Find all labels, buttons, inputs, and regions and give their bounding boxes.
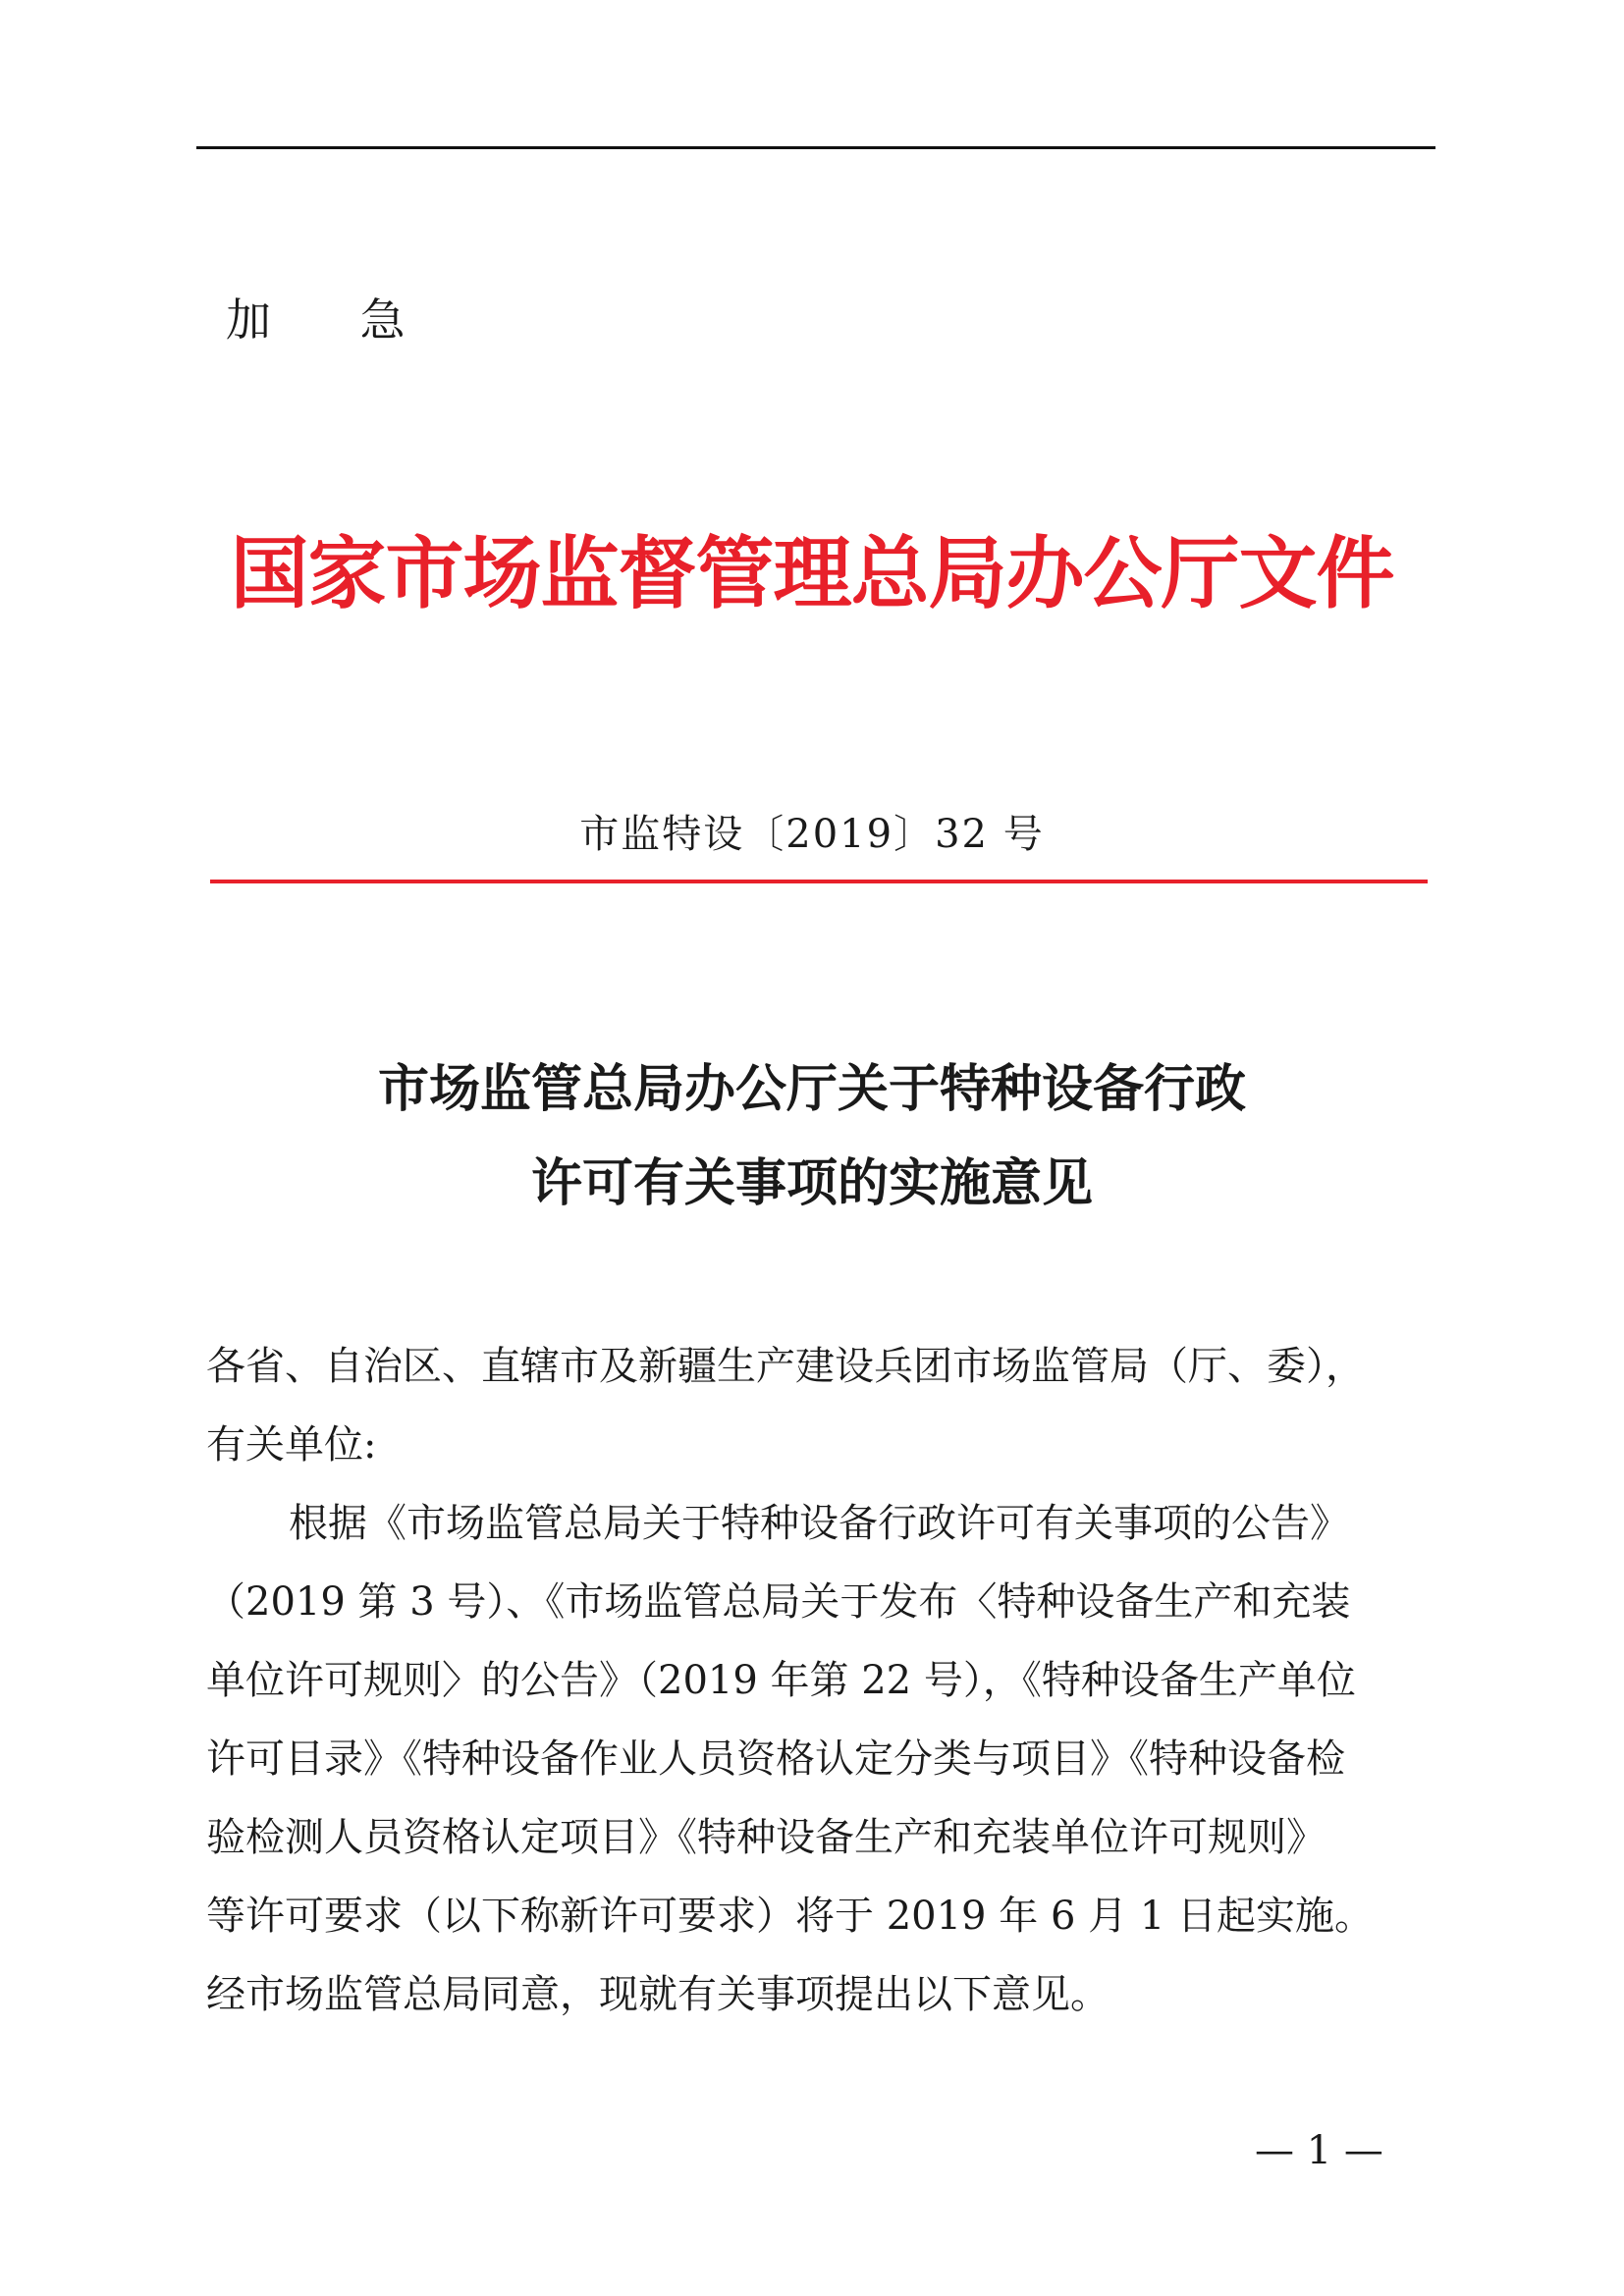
body-line: 经市场监管总局同意，现就有关事项提出以下意见。 [206, 1972, 1110, 2017]
body-line: 验检测人员资格认定项目》《特种设备生产和充装单位许可规则》 [206, 1815, 1326, 1860]
title-line-1: 市场监管总局办公厅关于特种设备行政 [377, 1059, 1246, 1119]
addressee-block [206, 1327, 1434, 1484]
addressee-line-2: 有关单位: [206, 1422, 377, 1468]
body-line: 根据《市场监管总局关于特种设备行政许可有关事项的公告》 [289, 1501, 1349, 1546]
addressee-line-1: 各省、自治区、直辖市及新疆生产建设兵团市场监管局（厅、委）， [206, 1344, 1365, 1389]
document-title [0, 1042, 1624, 1231]
title-line-2: 许可有关事项的实施意见 [530, 1153, 1093, 1213]
issuer-heading: 国家市场监督管理总局办公厅文件 [230, 527, 1394, 619]
top-divider [196, 146, 1435, 149]
document-number: 市监特设〔2019〕32 号 [579, 812, 1045, 857]
body-line: 许可目录》《特种设备作业人员资格认定分类与项目》《特种设备检 [206, 1736, 1345, 1782]
urgency-label: 加 急 [226, 294, 443, 347]
body-paragraph [206, 1484, 1434, 2034]
body-line: 等许可要求（以下称新许可要求）将于 2019 年 6 月 1 日起实施。 [206, 1894, 1374, 1939]
body-line: 单位许可规则〉的公告》（2019 年第 22 号），《特种设备生产单位 [206, 1658, 1356, 1703]
body-line: （2019 第 3 号）、《市场监管总局关于发布〈特种设备生产和充装 [206, 1579, 1351, 1625]
red-divider [210, 880, 1428, 883]
page-number: — 1 — [1255, 2128, 1383, 2173]
